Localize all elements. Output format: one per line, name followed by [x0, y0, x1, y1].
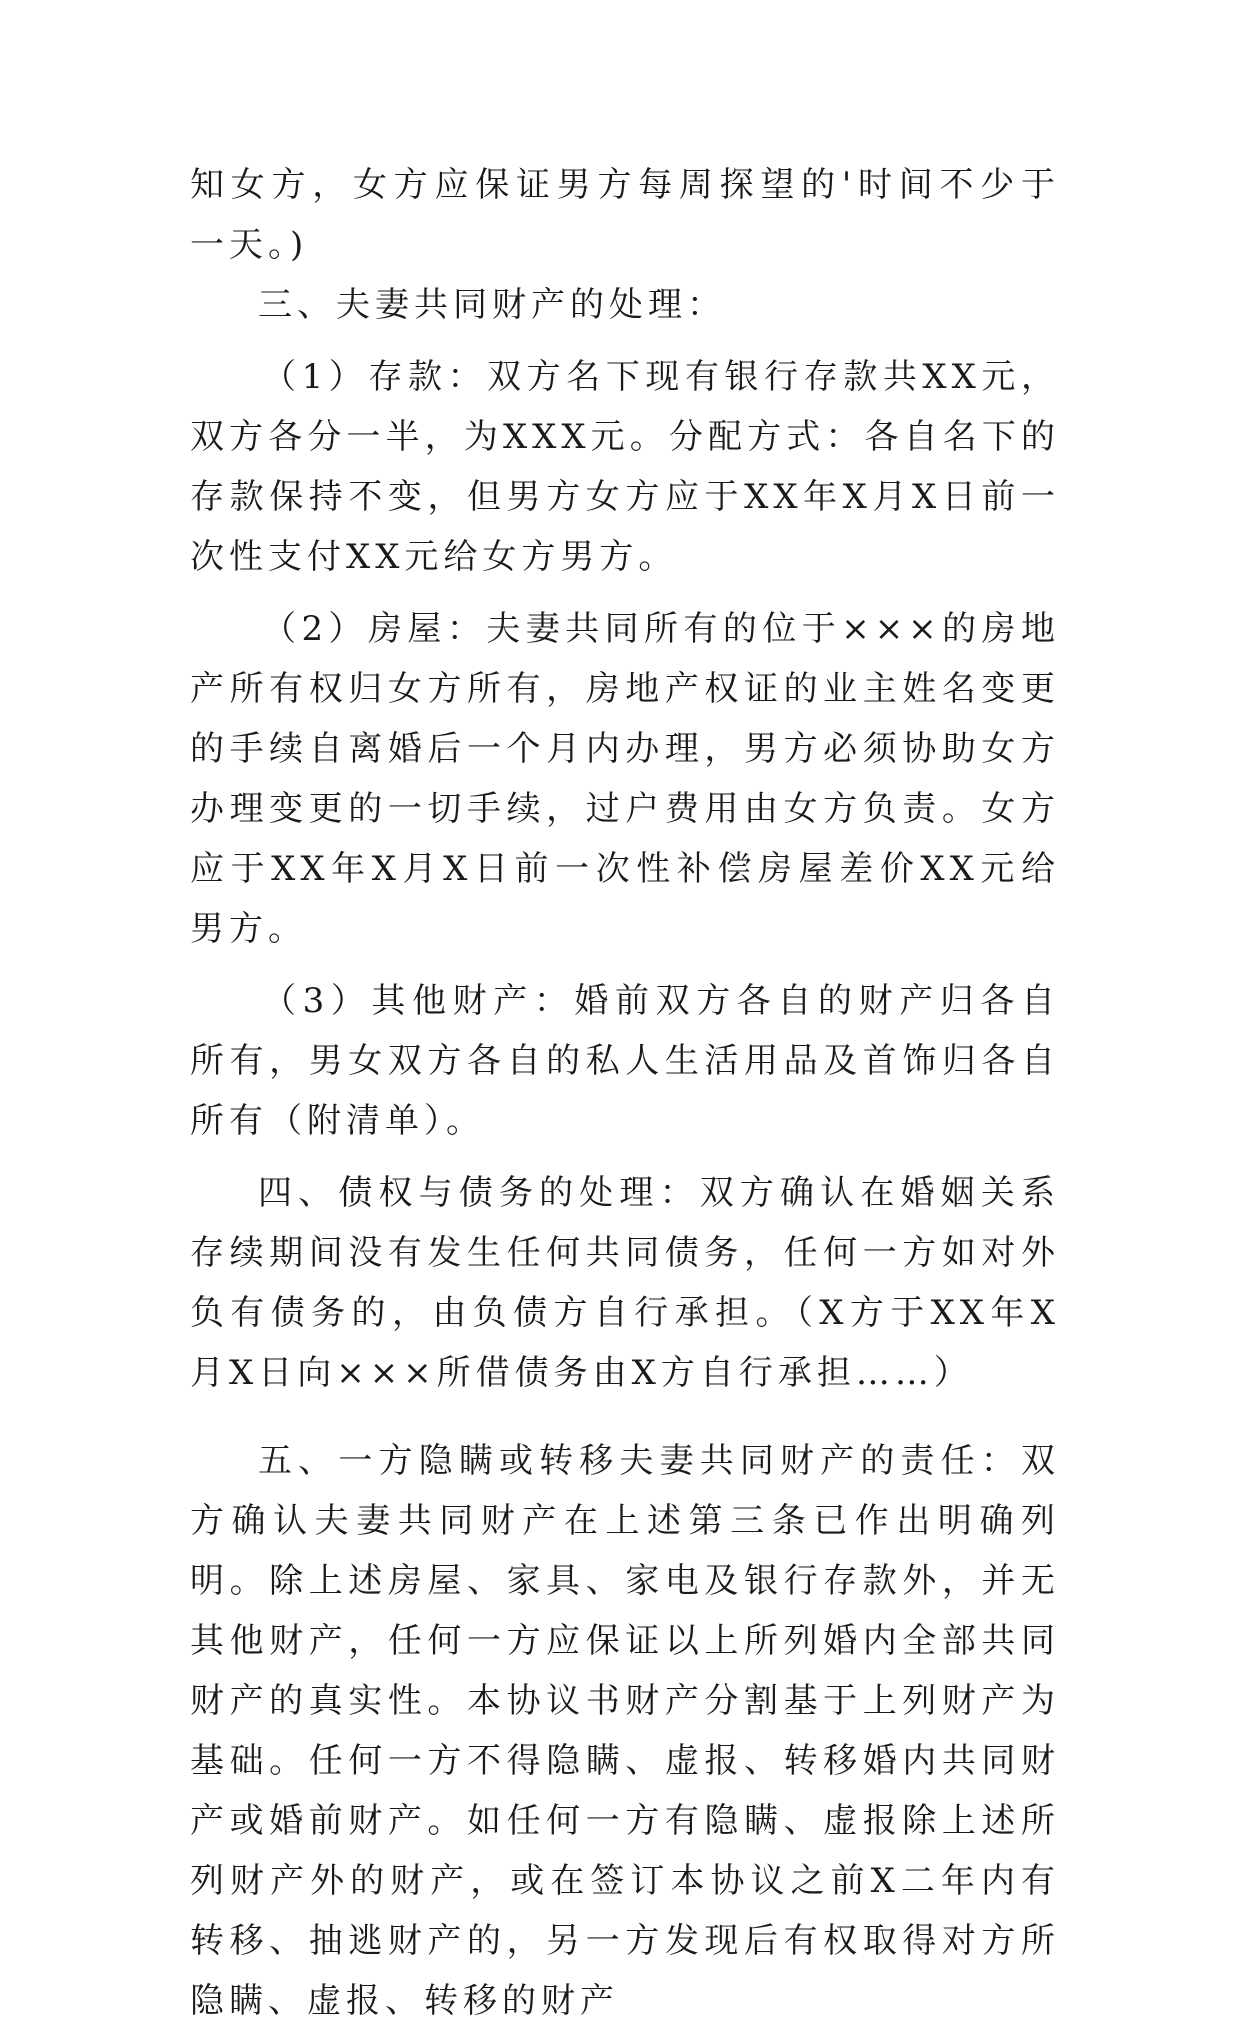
paragraph-other-property: （3）其他财产：婚前双方各自的财产归各自所有，男女双方各自的私人生活用品及首饰归各自所有（附清单）。 — [190, 981, 1060, 1141]
paragraph-housing: （2）房屋：夫妻共同所有的位于×××的房地产所有权归女方所有，房地产权证的业主姓名变更的手续自离婚后一个月内办理，男方必须协助女方办理变更的一切手续，过户费用由女方负责。女方应于XX年X月X日前一次性补偿房屋差价XX元给男方。 — [190, 609, 1060, 949]
paragraph-section-5-concealment: 五、一方隐瞒或转移夫妻共同财产的责任：双方确认夫妻共同财产在上述第三条已作出明确列明。除上述房屋、家具、家电及银行存款外，并无其他财产，任何一方应保证以上所列婚内全部共同财产的真实性。本协议书财产分割基于上列财产为基础。任何一方不得隐瞒、虚报、转移婚内共同财产或婚前财产。如任何一方有隐瞒、虚报除上述所列财产外的财产，或在签订本协议之前X二年内有转移、抽逃财产的，另一方发现后有权取得对方所隐瞒、虚报、转移的财产 — [190, 1441, 1060, 2021]
heading-section-3: 三、夫妻共同财产的处理： — [258, 285, 726, 325]
paragraph-deposits: （1）存款：双方名下现有银行存款共XX元，双方各分一半，为XXX元。分配方式：各自名下的存款保持不变，但男方女方应于XX年X月X日前一次性支付XX元给女方男方。 — [190, 357, 1060, 577]
paragraph-custody-tail: 知女方，女方应保证男方每周探望的'时间不少于一天。) — [190, 165, 1060, 265]
document-body — [190, 155, 1060, 2031]
paragraph-section-4-debts: 四、债权与债务的处理：双方确认在婚姻关系存续期间没有发生任何共同债务，任何一方如对外负有债务的，由负债方自行承担。（X方于XX年X月X日向×××所借债务由X方自行承担……） — [190, 1173, 1060, 1393]
